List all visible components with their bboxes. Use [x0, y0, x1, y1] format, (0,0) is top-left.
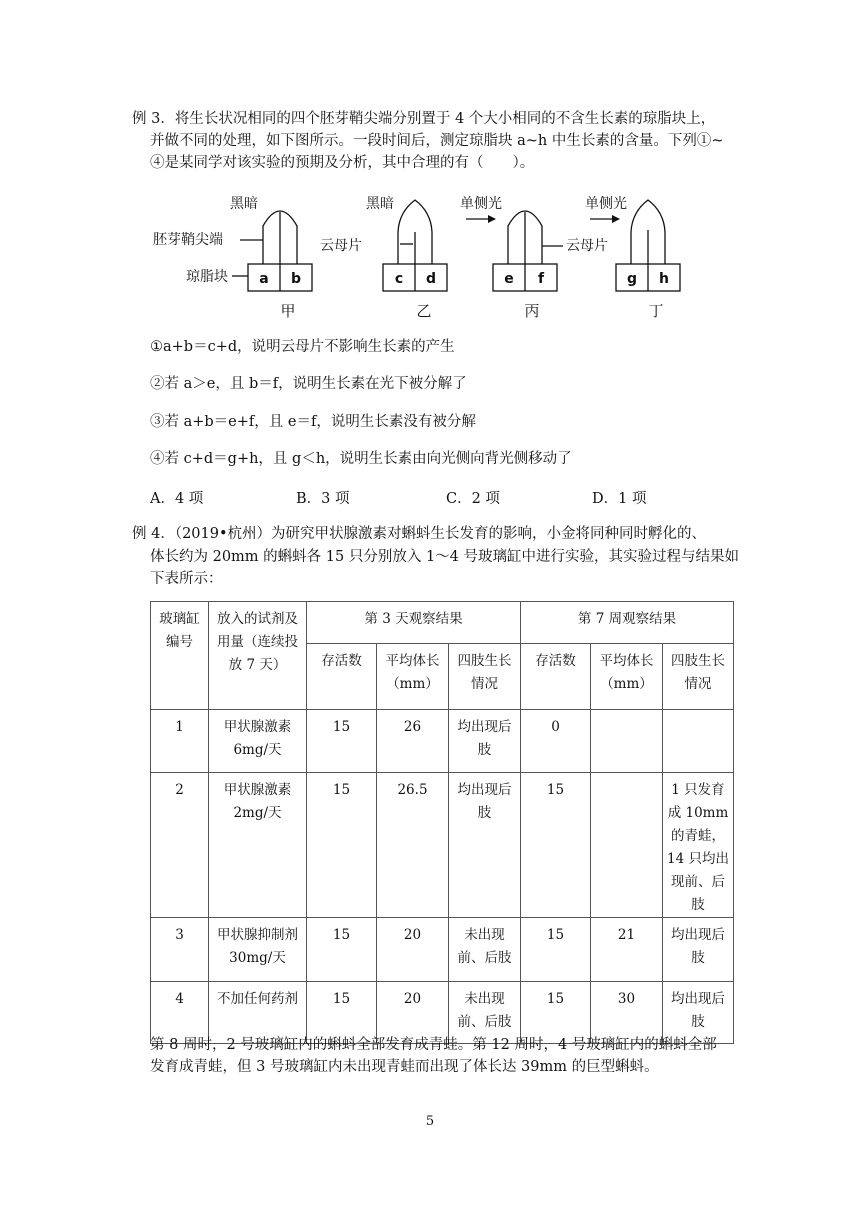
- head-week7: 第 7 周观察结果: [521, 602, 734, 644]
- cell: 均出现后肢: [663, 918, 734, 982]
- cell: 15: [307, 982, 377, 1044]
- block-f: f: [537, 271, 545, 287]
- cell: 不加任何药剂: [209, 982, 307, 1044]
- cell: 3: [151, 918, 209, 982]
- head-reagent: 放入的试剂及用量（连续投放 7 天）: [209, 602, 307, 710]
- sub-head-length-w7: 平均体长（mm）: [591, 644, 663, 710]
- block-d: d: [425, 271, 437, 287]
- table-row: [151, 710, 734, 773]
- label-light-bing: 单侧光: [460, 196, 502, 212]
- ex3-line2: 并做不同的处理，如下图所示。一段时间后，测定琼脂块 a~h 中生长素的含量。下列①~: [150, 133, 724, 149]
- cell: 15: [307, 773, 377, 918]
- cell: 均出现后肢: [663, 982, 734, 1044]
- option-c[interactable]: C．2 项: [446, 491, 500, 507]
- ex4-after-line1: 第 8 周时，2 号玻璃缸内的蝌蚪全部发育成青蛙。第 12 周时，4 号玻璃缸内的蝌蚪全部: [150, 1037, 717, 1053]
- ex3-line1: 例 3．将生长状况相同的四个胚芽鞘尖端分别置于 4 个大小相同的不含生长素的琼脂块上，: [132, 111, 716, 127]
- cell: 21: [591, 918, 663, 982]
- statement-1: ①a+b＝c+d，说明云母片不影响生长素的产生: [150, 339, 455, 355]
- group-yi: 乙: [416, 302, 432, 320]
- cell: 0: [521, 710, 591, 773]
- cell: 20: [377, 982, 449, 1044]
- group-ding: 丁: [648, 302, 664, 320]
- label-mica-yi: 云母片: [320, 238, 362, 254]
- cell: 15: [521, 982, 591, 1044]
- page-number: 5: [425, 1114, 435, 1129]
- cell: 甲状腺激素2mg/天: [209, 773, 307, 918]
- group-bing: 丙: [524, 302, 540, 320]
- cell: 1: [151, 710, 209, 773]
- cell: 15: [307, 918, 377, 982]
- sub-head-length-d3: 平均体长（mm）: [377, 644, 449, 710]
- statement-2: ②若 a＞e，且 b＝f，说明生长素在光下被分解了: [150, 376, 467, 392]
- cell: 15: [307, 710, 377, 773]
- cell: 30: [591, 982, 663, 1044]
- block-h: h: [659, 271, 669, 287]
- label-agar-block: 琼脂块: [186, 269, 228, 285]
- cell: 15: [521, 918, 591, 982]
- ex4-line2: 体长约为 20mm 的蝌蚪各 15 只分别放入 1～4 号玻璃缸中进行实验，其实验过程与结果如: [150, 549, 740, 565]
- statement-4: ④若 c+d＝g+h，且 g＜h，说明生长素由向光侧向背光侧移动了: [150, 451, 572, 467]
- cell: 1 只发育成 10mm 的青蛙，14 只均出现前、后肢: [663, 773, 734, 918]
- label-light-ding: 单侧光: [585, 196, 627, 212]
- cell: 26.5: [377, 773, 449, 918]
- ex4-line3: 下表所示：: [150, 571, 223, 587]
- cell: 均出现后肢: [449, 773, 521, 918]
- label-mica-ding: 云母片: [566, 238, 608, 254]
- cell: 甲状腺抑制剂 30mg/天: [209, 918, 307, 982]
- cell: [591, 710, 663, 773]
- ex3-line3: ④是某同学对该实验的预期及分析，其中合理的有（ ）。: [150, 155, 535, 171]
- table-row: [151, 918, 734, 982]
- group-jia: 甲: [280, 302, 296, 320]
- answer-options: [150, 487, 750, 507]
- head-day3: 第 3 天观察结果: [307, 602, 521, 644]
- cell: 2: [151, 773, 209, 918]
- ex4-after-line2: 发育成青蛙，但 3 号玻璃缸内未出现青蛙而出现了体长达 39mm 的巨型蝌蚪。: [150, 1059, 659, 1075]
- cell: 均出现后肢: [449, 710, 521, 773]
- block-g: g: [626, 271, 638, 287]
- sub-head-limbs-w7: 四肢生长情况: [663, 644, 734, 710]
- cell: 甲状腺激素6mg/天: [209, 710, 307, 773]
- label-dark-yi: 黑暗: [366, 196, 394, 212]
- sub-head-survival-w7: 存活数: [521, 644, 591, 710]
- tadpole-results-table: [150, 601, 734, 1044]
- label-coleoptile-tip: 胚芽鞘尖端: [153, 232, 223, 248]
- cell: 26: [377, 710, 449, 773]
- cell: 未出现前、后肢: [449, 918, 521, 982]
- cell: [663, 710, 734, 773]
- cell: 4: [151, 982, 209, 1044]
- option-d[interactable]: D．1 项: [592, 491, 647, 507]
- block-a: a: [259, 271, 269, 287]
- head-tank-number: 玻璃缸编号: [151, 602, 209, 710]
- sub-head-survival-d3: 存活数: [307, 644, 377, 710]
- option-a[interactable]: A．4 项: [150, 491, 204, 507]
- coleoptile-experiment-figure: [138, 186, 708, 326]
- label-dark-jia: 黑暗: [230, 196, 258, 212]
- cell: 20: [377, 918, 449, 982]
- sub-head-limbs-d3: 四肢生长情况: [449, 644, 521, 710]
- cell: 未出现前、后肢: [449, 982, 521, 1044]
- cell: 15: [521, 773, 591, 918]
- statement-3: ③若 a+b＝e+f，且 e＝f，说明生长素没有被分解: [150, 414, 476, 430]
- block-b: b: [290, 271, 302, 287]
- block-c: c: [394, 271, 404, 287]
- table-row: [151, 773, 734, 918]
- block-e: e: [504, 271, 514, 287]
- cell: [591, 773, 663, 918]
- ex4-line1: 例 4．（2019•杭州）为研究甲状腺激素对蝌蚪生长发育的影响，小金将同种同时孵化的、: [132, 526, 707, 542]
- option-b[interactable]: B．3 项: [296, 491, 350, 507]
